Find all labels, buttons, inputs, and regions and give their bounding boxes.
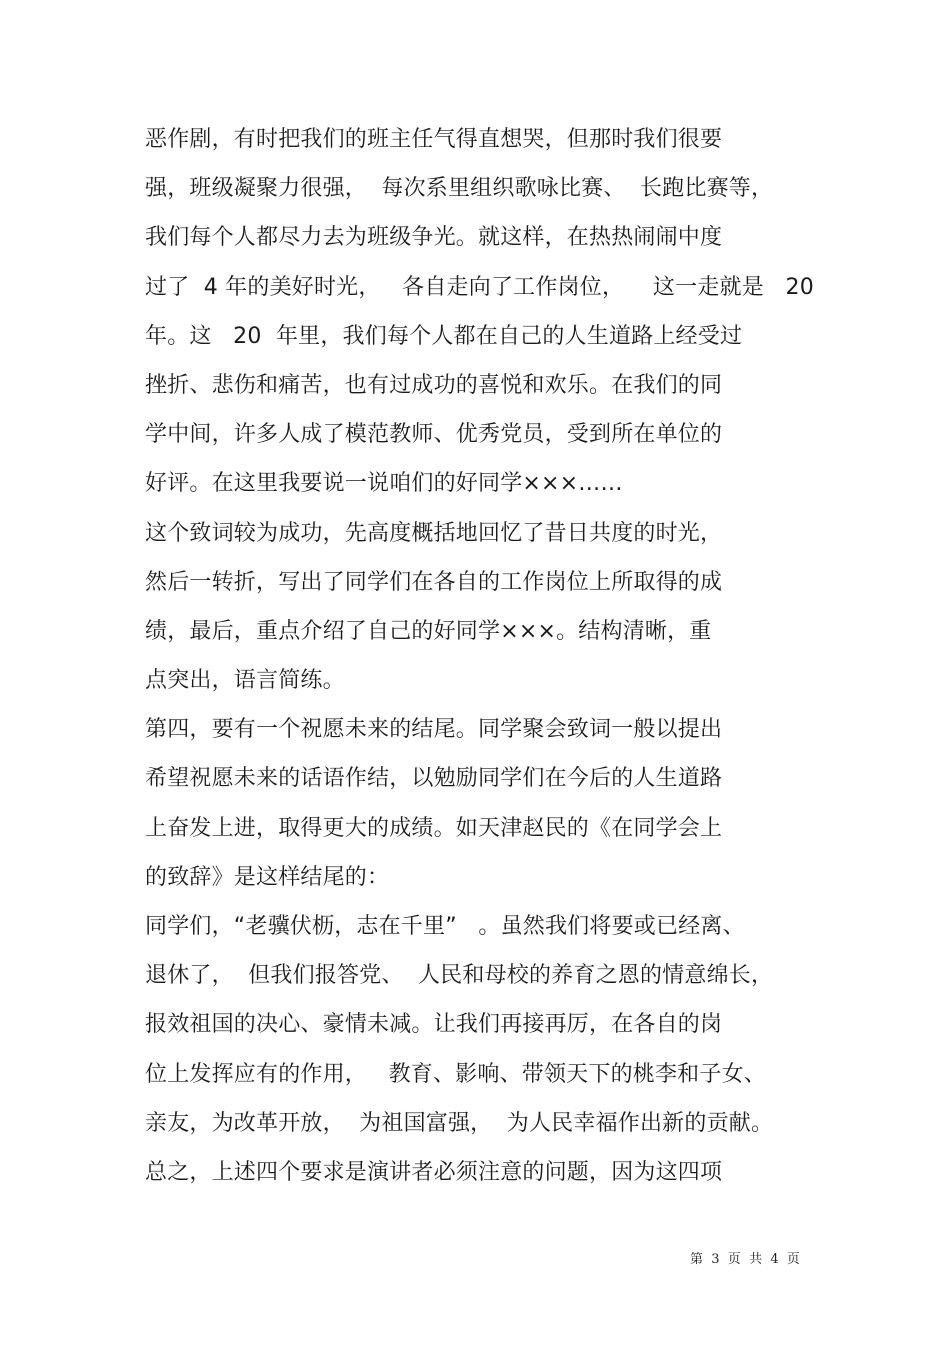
text-line: 同学们，“老骥伏枥，志在千里” 。虽然我们将要或已经离、 — [145, 914, 745, 939]
text-line: 第四，要有一个祝愿未来的结尾。同学聚会致词一般以提出 — [145, 717, 723, 743]
text-line: 学中间，许多人成了模范教师、优秀党员，受到所在单位的 — [145, 422, 723, 448]
text-line: 退休了， 但我们报答党、 人民和母校的养育之恩的情意绵长， — [145, 963, 774, 989]
text-line: 过了 4 年的美好时光， 各自走向了工作岗位， 这一走就是 20 — [145, 274, 814, 300]
text-line: 的致辞》是这样结尾的： — [145, 864, 390, 890]
text-line: 亲友，为改革开放， 为祖国富强， 为人民幸福作出新的贡献。 — [145, 1110, 774, 1136]
text-line: 好评。在这里我要说一说咱们的好同学×××…… — [145, 471, 623, 497]
page-number-footer: 第 3 页 共 4 页 — [690, 1252, 800, 1267]
text-line: 强，班级凝聚力很强， 每次系里组织歌咏比赛、 长跑比赛等， — [145, 176, 774, 202]
text-line: 位上发挥应有的作用， 教育、影响、带领天下的桃李和子女、 — [145, 1061, 766, 1087]
text-line: 绩，最后，重点介绍了自己的好同学×××。结构清晰，重 — [145, 618, 712, 644]
text-line: 希望祝愿未来的话语作结，以勉励同学们在今后的人生道路 — [145, 766, 723, 792]
text-line: 挫折、悲伤和痛苦，也有过成功的喜悦和欢乐。在我们的同 — [145, 372, 723, 398]
text-line: 然后一转折，写出了同学们在各自的工作岗位上所取得的成 — [145, 569, 723, 595]
text-line: 上奋发上进，取得更大的成绩。如天津赵民的《在同学会上 — [145, 815, 723, 841]
text-line: 报效祖国的决心、豪情未减。让我们再接再厉，在各自的岗 — [145, 1012, 723, 1038]
text-line: 恶作剧，有时把我们的班主任气得直想哭，但那时我们很要 — [145, 127, 723, 152]
text-line: 我们每个人都尽力去为班级争光。就这样，在热热闹闹中度 — [145, 225, 723, 251]
text-line: 点突出，语言简练。 — [145, 668, 345, 694]
text-line: 年。这 20 年里，我们每个人都在自己的人生道路上经受过 — [145, 323, 743, 349]
text-line: 总之，上述四个要求是演讲者必须注意的问题，因为这四项 — [145, 1159, 723, 1185]
body-text — [145, 122, 825, 1204]
text-line: 这个致词较为成功，先高度概括地回忆了昔日共度的时光， — [145, 520, 723, 546]
